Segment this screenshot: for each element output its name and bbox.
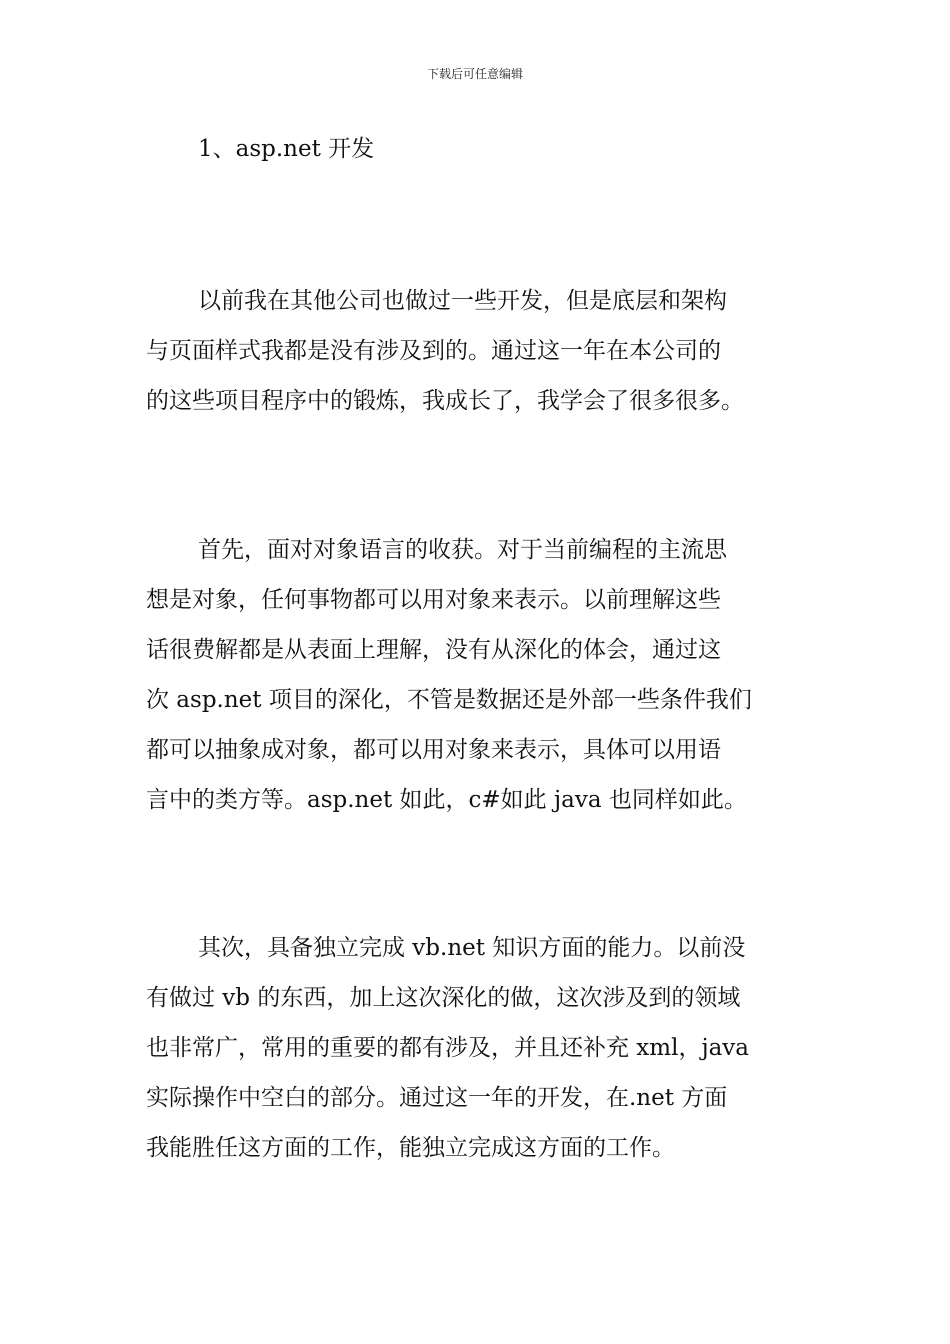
paragraph-line: 首先，面对对象语言的收获。对于当前编程的主流思 [198,537,727,563]
page-header-note: 下载后可任意编辑 [426,67,523,81]
paragraph-line: 次 asp.net 项目的深化，不管是数据还是外部一些条件我们 [146,687,752,713]
paragraph-line: 以前我在其他公司也做过一些开发，但是底层和架构 [198,288,727,314]
paragraph-line: 也非常广，常用的重要的都有涉及，并且还补充 xml，java [146,1035,749,1061]
paragraph-2 [146,525,810,825]
paragraph-line: 都可以抽象成对象，都可以用对象来表示，具体可以用语 [146,737,721,763]
paragraph-line: 实际操作中空白的部分。通过这一年的开发，在.net 方面 [146,1085,728,1111]
paragraph-line: 言中的类方等。asp.net 如此，c#如此 java 也同样如此。 [146,787,747,813]
paragraph-line: 其次，具备独立完成 vb.net 知识方面的能力。以前没 [198,935,746,961]
paragraph-1 [146,276,810,426]
paragraph-line: 我能胜任这方面的工作，能独立完成这方面的工作。 [146,1135,675,1161]
paragraph-line: 与页面样式我都是没有涉及到的。通过这一年在本公司的 [146,338,721,364]
paragraph-line: 有做过 vb 的东西，加上这次深化的做，这次涉及到的领域 [146,985,741,1011]
paragraph-line: 想是对象，任何事物都可以用对象来表示。以前理解这些 [146,587,721,613]
paragraph-3 [146,923,810,1173]
paragraph-line: 的这些项目程序中的锻炼，我成长了，我学会了很多很多。 [146,388,744,414]
paragraph-line: 话很费解都是从表面上理解，没有从深化的体会，通过这 [146,637,721,663]
section-title: 1、asp.net 开发 [198,136,375,162]
